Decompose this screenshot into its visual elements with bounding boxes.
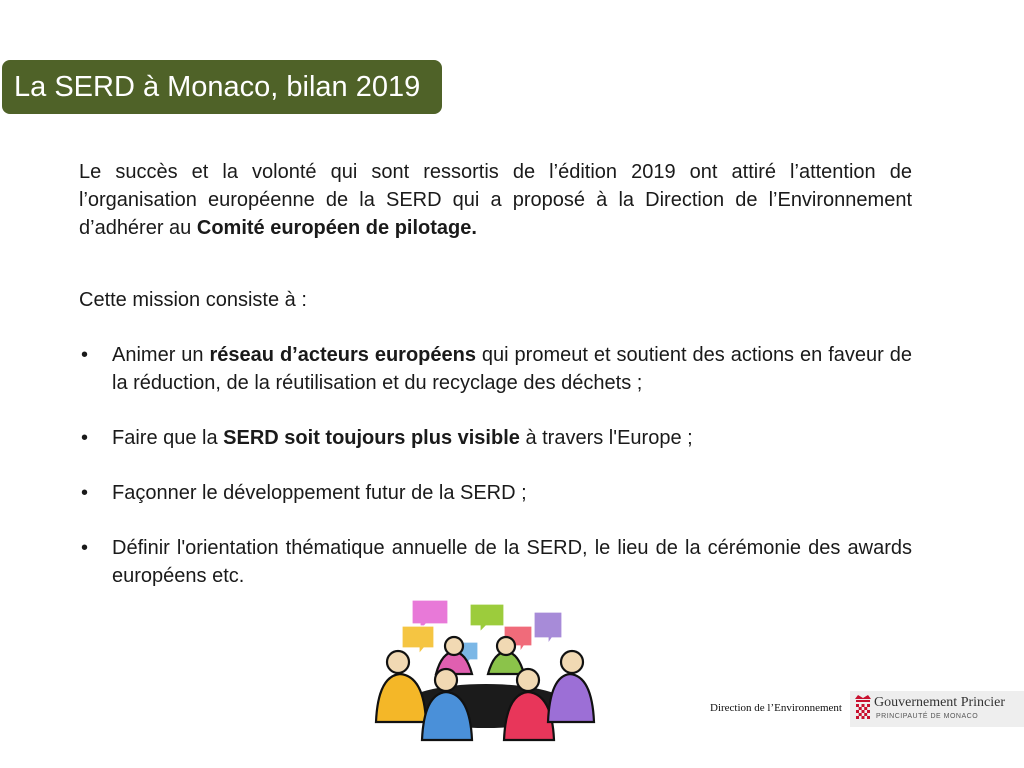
intro-paragraph	[79, 158, 912, 242]
bullet-icon: •	[81, 427, 89, 449]
intro-bold: Comité européen de pilotage.	[196, 217, 477, 239]
list-item-text: Définir l'orientation thématique annuelle de la SERD, le lieu de la cérémonie des awards européens etc.	[112, 537, 912, 587]
mission-list	[79, 341, 912, 590]
monaco-crest-icon	[853, 693, 873, 725]
list-item-text: Façonner le développement futur de la SERD ;	[112, 482, 527, 504]
list-item	[79, 424, 912, 452]
list-item	[79, 479, 912, 507]
government-logo	[850, 691, 1024, 727]
slide-title-bar	[2, 60, 442, 114]
list-item-text: qui promeut et soutient des actions en faveur de la réduction, de la réutilisation et du recyclage des déchets ;	[112, 344, 912, 394]
footer-department: Direction de l’Environnement	[710, 702, 842, 714]
list-item-text: Animer un	[112, 344, 210, 366]
mission-lead: Cette mission consiste à :	[79, 289, 307, 311]
list-item-text: à travers l'Europe ;	[519, 427, 693, 449]
list-item	[79, 534, 912, 590]
government-subtitle: PRINCIPAUTÉ DE MONACO	[876, 713, 979, 720]
bullet-icon: •	[81, 344, 89, 366]
bullet-icon: •	[81, 537, 89, 559]
list-item-bold: réseau d’acteurs européens	[209, 344, 476, 366]
bullet-icon: •	[81, 482, 89, 504]
list-item-text: Faire que la	[112, 427, 224, 449]
government-name: Gouvernement Princier	[874, 695, 1006, 710]
people-round-table-speech-bubbles-icon	[372, 590, 600, 742]
intro-text: Le succès et la volonté qui sont ressortis de l’édition 2019 ont attiré l’attention de l’organisation européenne de la SERD qui a proposé à la Direction de l’Environnement d’adhérer au	[79, 161, 912, 239]
list-item	[79, 341, 912, 397]
slide-title: La SERD à Monaco, bilan 2019	[14, 70, 421, 103]
list-item-bold: SERD soit toujours plus visible	[223, 427, 520, 449]
